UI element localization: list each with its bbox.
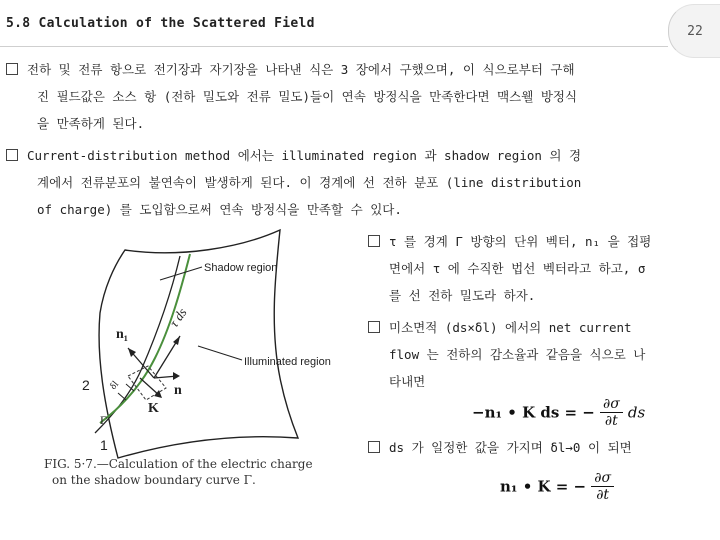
paragraph-2: [6, 142, 718, 223]
paragraph-3: [368, 228, 718, 309]
paragraph-line: 타내면: [389, 374, 426, 389]
page-number-badge: [668, 4, 720, 58]
figure-caption: [44, 456, 313, 488]
arrowhead-icon: [173, 372, 180, 380]
bullet-square-icon: [368, 321, 380, 333]
equation-net-current: [472, 396, 645, 429]
equation-rhs: ds: [627, 403, 646, 422]
paragraph-line: 면에서 τ 에 수직한 법선 벡터라고 하고, σ: [389, 261, 646, 276]
equation-fraction: [600, 396, 623, 429]
illuminated-region-label: Illuminated region: [244, 356, 331, 368]
region-2-label: 2: [82, 377, 90, 393]
caption-line: on the shadow boundary curve Γ.: [52, 473, 256, 487]
paragraph-line: Current-distribution method 에서는 illuminated region 과 shadow region 의 경: [6, 142, 718, 169]
equation-lhs: −n₁ • K ds = −: [472, 403, 595, 422]
bullet-square-icon: [368, 235, 380, 247]
fraction-denominator: ∂t: [596, 487, 610, 503]
paragraph-line: 진 필드값은 소스 항 (전하 밀도와 전류 밀도)들이 연속 방정식을 만족한다면 맥스웰 방정식: [37, 89, 578, 104]
paragraph-line: 미소면적 (ds×δl) 에서의 net current: [368, 314, 718, 341]
arrowhead-icon: [173, 336, 180, 345]
fraction-denominator: ∂t: [604, 413, 618, 429]
paragraph-5: [368, 434, 718, 461]
paragraph-line: flow 는 전하의 감소율과 같음을 식으로 나: [389, 347, 646, 362]
paragraph-line: ds 가 일정한 값을 가지며 δl→0 이 되면: [368, 434, 718, 461]
paragraph-line: 을 만족하게 된다.: [37, 116, 145, 131]
n1-label: n₁: [116, 327, 128, 342]
delta-l-label: δl: [107, 379, 122, 392]
paragraph-line: τ 를 경계 Γ 방향의 단위 벡터, n₁ 을 접평: [368, 228, 718, 255]
shadow-region-label: Shadow region: [204, 262, 278, 274]
k-label: K: [148, 401, 159, 416]
gamma-label: Γ: [100, 413, 107, 427]
shadow-leader-line: [160, 267, 202, 280]
tau-ds-label: τ ds: [166, 305, 190, 330]
illuminated-leader-line: [198, 346, 242, 360]
paragraph-4: [368, 314, 718, 395]
fraction-numerator: ∂σ: [591, 470, 614, 487]
slide-title: 5.8 Calculation of the Scattered Field: [6, 16, 315, 31]
region-1-label: 1: [100, 437, 108, 453]
equation-lhs: n₁ • K = −: [500, 477, 587, 496]
fraction-numerator: ∂σ: [600, 396, 623, 413]
page-number: 22: [687, 23, 703, 39]
equation-surface-charge: [500, 470, 614, 503]
paragraph-line: of charge) 를 도입함으로써 연속 방정식을 만족할 수 있다.: [37, 202, 402, 217]
header-divider: [0, 46, 668, 47]
paragraph-line: 를 선 전하 밀도라 하자.: [389, 288, 536, 303]
bullet-square-icon: [368, 441, 380, 453]
bullet-square-icon: [6, 149, 18, 161]
n-label: n: [174, 383, 182, 398]
paragraph-1: [6, 56, 718, 137]
paragraph-line: 계에서 전류분포의 불연속이 발생하게 된다. 이 경계에 선 전하 분포 (line distribution: [37, 175, 582, 190]
bullet-square-icon: [6, 63, 18, 75]
paragraph-line: 전하 및 전류 항으로 전기장과 자기장을 나타낸 식은 3 장에서 구했으며, 이 식으로부터 구해: [6, 56, 718, 83]
caption-line: FIG. 5·7.—Calculation of the electric charge: [44, 457, 313, 471]
boundary-tick: [118, 393, 126, 400]
equation-fraction: [591, 470, 614, 503]
